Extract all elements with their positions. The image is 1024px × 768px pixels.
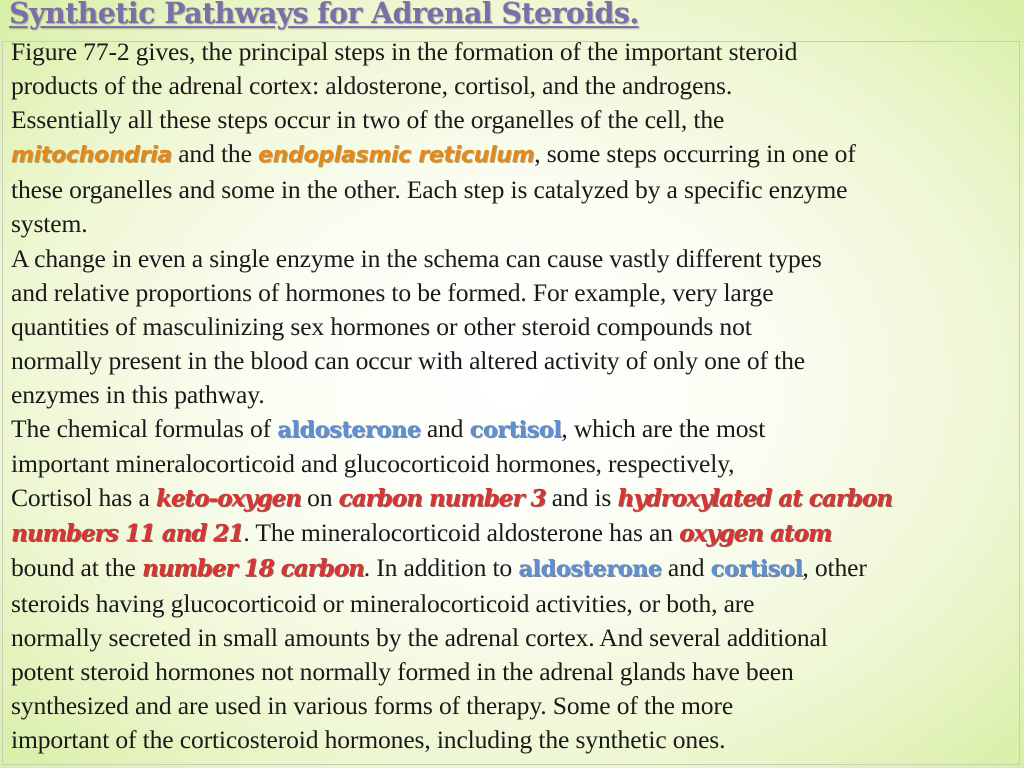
text-segment: , other — [802, 553, 867, 583]
text-segment: enzymes in this pathway. — [11, 379, 265, 409]
text-segment: Essentially all these steps occur in two of the organelles of the cell, the — [11, 105, 725, 135]
text-segment: normally secreted in small amounts by the adrenal cortex. And several additional — [11, 622, 828, 652]
text-segment: products of the adrenal cortex: aldosterone, cortisol, and the androgens. — [11, 71, 733, 101]
text-segment: steroids having glucocorticoid or mineralocorticoid activities, or both, are — [11, 588, 755, 618]
highlighted-term: aldosterone — [518, 556, 662, 583]
text-segment: and relative proportions of hormones to be formed. For example, very large — [11, 277, 774, 307]
text-line — [11, 655, 1019, 689]
text-segment: bound at the — [11, 553, 142, 583]
text-segment: and — [661, 553, 711, 583]
text-line — [11, 516, 1019, 551]
text-line — [11, 242, 1019, 276]
text-segment: important of the corticosteroid hormones, including the synthetic ones. — [11, 724, 726, 754]
highlighted-term: endoplasmic reticulum — [258, 143, 535, 169]
text-line — [11, 310, 1019, 344]
text-line — [11, 551, 1019, 586]
highlighted-term: number 18 carbon — [141, 555, 364, 583]
text-segment: potent steroid hormones not normally formed in the adrenal glands have been — [11, 656, 794, 686]
highlighted-term: numbers 11 and 21 — [11, 520, 244, 548]
page-title: Synthetic Pathways for Adrenal Steroids. — [9, 0, 639, 30]
text-line — [11, 173, 1019, 207]
highlighted-term: keto-oxygen — [155, 485, 301, 513]
text-segment: normally present in the blood can occur with altered activity of only one of the — [11, 345, 805, 375]
text-segment: on — [300, 483, 339, 513]
text-segment: . In addition to — [363, 553, 519, 583]
text-line — [11, 587, 1019, 621]
text-line — [11, 378, 1019, 412]
text-line — [11, 723, 1019, 757]
highlighted-term: aldosterone — [277, 417, 421, 444]
text-line — [11, 137, 1019, 173]
text-line — [11, 447, 1019, 481]
text-segment: , some steps occurring in one of — [534, 139, 856, 169]
text-segment: system. — [11, 209, 88, 239]
text-segment: these organelles and some in the other. Each step is catalyzed by a specific enzyme — [11, 175, 848, 205]
text-line — [11, 276, 1019, 310]
highlighted-term: hydroxylated at carbon — [617, 485, 892, 513]
text-segment: and is — [545, 483, 618, 513]
text-segment: synthesized and are used in various forms of therapy. Some of the more — [11, 690, 734, 720]
text-line — [11, 35, 1019, 69]
text-line — [11, 621, 1019, 655]
text-segment: Cortisol has a — [11, 483, 156, 513]
highlighted-term: cortisol — [710, 556, 803, 583]
text-line — [11, 103, 1019, 137]
text-segment: and — [420, 414, 470, 444]
text-segment: quantities of masculinizing sex hormones or other steroid compounds not — [11, 311, 752, 341]
highlighted-term: mitochondria — [11, 143, 172, 169]
text-line — [11, 344, 1019, 378]
text-segment: , which are the most — [561, 414, 766, 444]
highlighted-term: carbon number 3 — [338, 485, 546, 513]
text-line — [11, 207, 1019, 241]
highlighted-term: oxygen atom — [679, 520, 832, 548]
text-segment: and the — [171, 139, 259, 169]
text-line — [11, 412, 1019, 447]
text-line — [11, 689, 1019, 723]
body-text — [11, 35, 1019, 757]
text-segment: . The mineralocorticoid aldosterone has an — [243, 518, 680, 548]
text-segment: A change in even a single enzyme in the schema can cause vastly different types — [11, 243, 822, 273]
text-segment: important mineralocorticoid and glucocorticoid hormones, respectively, — [11, 449, 735, 479]
highlighted-term: cortisol — [469, 417, 562, 444]
text-segment: The chemical formulas of — [11, 414, 278, 444]
text-line — [11, 69, 1019, 103]
text-segment: Figure 77-2 gives, the principal steps in the formation of the important steroid — [11, 37, 798, 66]
text-line — [11, 481, 1019, 516]
